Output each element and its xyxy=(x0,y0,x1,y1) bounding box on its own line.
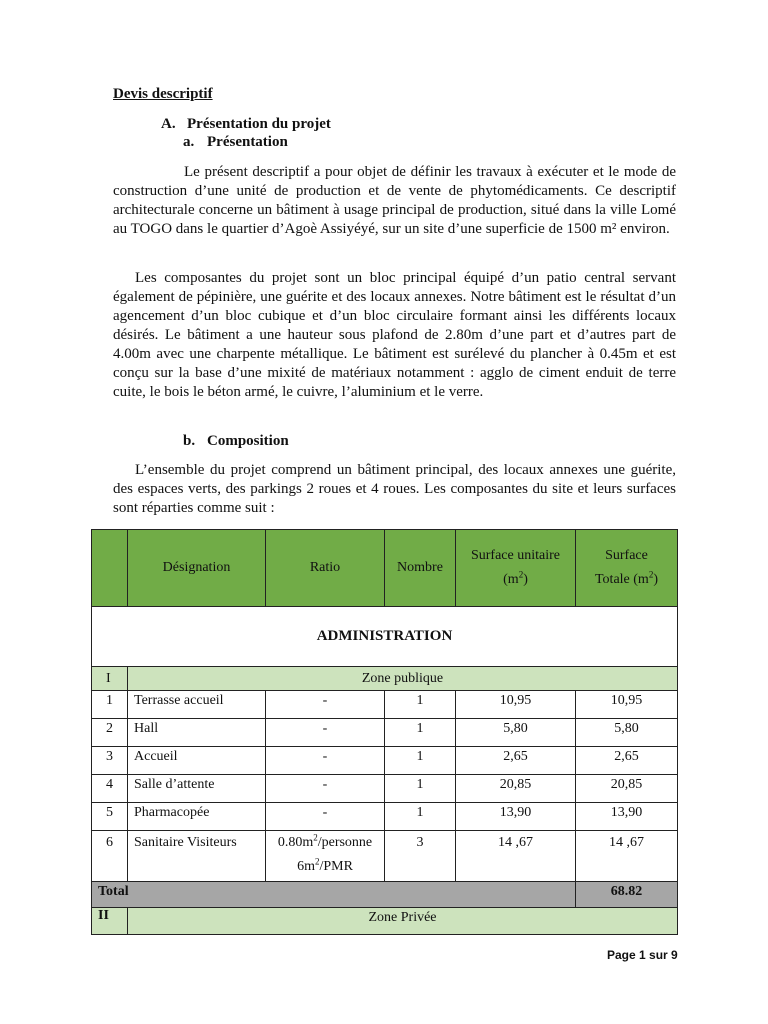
paragraph-presentation: Le présent descriptif a pour objet de définir les travaux à exécuter et le mode de construction d’une unité de production et de vente de phytomédicaments. Ce descriptif architecturale concerne un bâtiment à usage principal de production, situé dans la ville Lomé au TOGO dans le quartier d’Agoè Assiyéyé, sur un site d’une superficie de 1500 m² environ. xyxy=(113,164,676,237)
header-num xyxy=(92,530,128,607)
header-ratio: Ratio xyxy=(266,530,385,607)
header-designation: Désignation xyxy=(128,530,266,607)
section-a-label: A. xyxy=(161,116,176,132)
total-row xyxy=(92,882,678,908)
row-ratio: - xyxy=(266,691,385,719)
row-designation: Salle d’attente xyxy=(128,775,266,803)
row-number: 6 xyxy=(92,831,128,882)
row-surface-unitaire: 5,80 xyxy=(456,719,576,747)
superscript-2: 2 xyxy=(648,569,654,580)
row-nombre: 1 xyxy=(385,747,456,775)
section-a-sub-label: a. xyxy=(183,134,195,150)
header-surface-totale-line2: Totale (m xyxy=(594,572,649,587)
row-ratio xyxy=(266,831,385,882)
row-designation: Hall xyxy=(128,719,266,747)
document-title: Devis descriptif xyxy=(113,86,213,102)
unit-close: ) xyxy=(523,572,528,587)
superscript-2: 2 xyxy=(313,832,318,843)
row-ratio: - xyxy=(266,719,385,747)
ratio-line2-suffix: /PMR xyxy=(319,859,353,874)
row-number: 1 xyxy=(92,691,128,719)
row-designation: Sanitaire Visiteurs xyxy=(128,831,266,882)
section-a-text: Présentation du projet xyxy=(187,116,331,132)
ratio-line2: 6m xyxy=(297,859,315,874)
row-ratio: - xyxy=(266,775,385,803)
section-a-sub-text: Présentation xyxy=(207,134,288,150)
row-surface-unitaire: 2,65 xyxy=(456,747,576,775)
table-row xyxy=(92,831,678,882)
row-ratio: - xyxy=(266,803,385,831)
table-row xyxy=(92,691,678,719)
ratio-line1: 0.80m xyxy=(277,835,314,850)
header-surface-unitaire-unit: (m xyxy=(503,572,519,587)
paragraph-composantes: Les composantes du projet sont un bloc principal équipé d’un patio central servant également de pépinière, une guérite et des locaux annexes. Notre bâtiment est le résultat d’un agencement d’un bloc cubique et d’un bloc circulaire formant ainsi les différents locaux désirés. Le bâtiment a une hauteur sous plafond de 2.80m d’une part et d’autres part de 4.00m avec une charpente métallique. Le bâtiment est surélevé du plancher à 0.45m et est conçu sur la base d’une mixité de matériaux notamment : agglo de ciment enduit de terre cuite, le bois le béton armé, le cuivre, l’aluminium et le verre. xyxy=(113,270,676,400)
row-nombre: 1 xyxy=(385,719,456,747)
row-surface-unitaire: 13,90 xyxy=(456,803,576,831)
row-number: 5 xyxy=(92,803,128,831)
header-nombre: Nombre xyxy=(385,530,456,607)
row-ratio: - xyxy=(266,747,385,775)
section-b-heading xyxy=(183,433,289,450)
row-number: 3 xyxy=(92,747,128,775)
paragraph-composition: L’ensemble du projet comprend un bâtiment principal, des locaux annexes une guérite, des espaces verts, des parkings 2 roues et 4 roues. Les composantes du site et leurs surfaces sont réparties comme suit : xyxy=(113,462,676,516)
zone-privee-row xyxy=(92,908,678,935)
table-header-row xyxy=(92,530,678,607)
row-surface-unitaire: 10,95 xyxy=(456,691,576,719)
superscript-2: 2 xyxy=(518,569,524,580)
row-designation: Pharmacopée xyxy=(128,803,266,831)
row-surface-totale: 2,65 xyxy=(576,747,678,775)
row-surface-totale: 5,80 xyxy=(576,719,678,747)
total-label: Total xyxy=(92,882,576,908)
header-surface-totale xyxy=(576,530,678,607)
table-row xyxy=(92,719,678,747)
zone-number: II xyxy=(92,908,128,935)
row-nombre: 1 xyxy=(385,803,456,831)
row-surface-unitaire: 14 ,67 xyxy=(456,831,576,882)
ratio-line1-suffix: /personne xyxy=(317,835,373,850)
section-b-text: Composition xyxy=(207,433,289,449)
row-designation: Terrasse accueil xyxy=(128,691,266,719)
row-number: 2 xyxy=(92,719,128,747)
admin-title: ADMINISTRATION xyxy=(92,607,678,667)
section-a-sub-heading xyxy=(183,134,288,151)
unit-close: ) xyxy=(653,572,658,587)
row-surface-totale: 14 ,67 xyxy=(576,831,678,882)
row-nombre: 1 xyxy=(385,775,456,803)
table-row xyxy=(92,775,678,803)
admin-title-row xyxy=(92,607,678,667)
zone-label: Zone publique xyxy=(128,667,678,691)
zone-label: Zone Privée xyxy=(128,908,678,935)
section-a-heading xyxy=(161,116,331,133)
row-nombre: 1 xyxy=(385,691,456,719)
zone-number: I xyxy=(92,667,128,691)
header-surface-totale-line1: Surface xyxy=(605,548,648,563)
row-designation: Accueil xyxy=(128,747,266,775)
row-surface-unitaire: 20,85 xyxy=(456,775,576,803)
row-nombre: 3 xyxy=(385,831,456,882)
table-row xyxy=(92,747,678,775)
row-surface-totale: 10,95 xyxy=(576,691,678,719)
section-b-label: b. xyxy=(183,433,196,449)
zone-publique-row xyxy=(92,667,678,691)
surface-table xyxy=(91,529,678,935)
header-surface-unitaire-label: Surface unitaire xyxy=(470,548,560,563)
total-value: 68.82 xyxy=(576,882,678,908)
row-surface-totale: 13,90 xyxy=(576,803,678,831)
page-number: Page 1 sur 9 xyxy=(607,948,678,962)
table-row xyxy=(92,803,678,831)
row-surface-totale: 20,85 xyxy=(576,775,678,803)
superscript-2: 2 xyxy=(314,856,320,867)
header-surface-unitaire xyxy=(456,530,576,607)
row-number: 4 xyxy=(92,775,128,803)
